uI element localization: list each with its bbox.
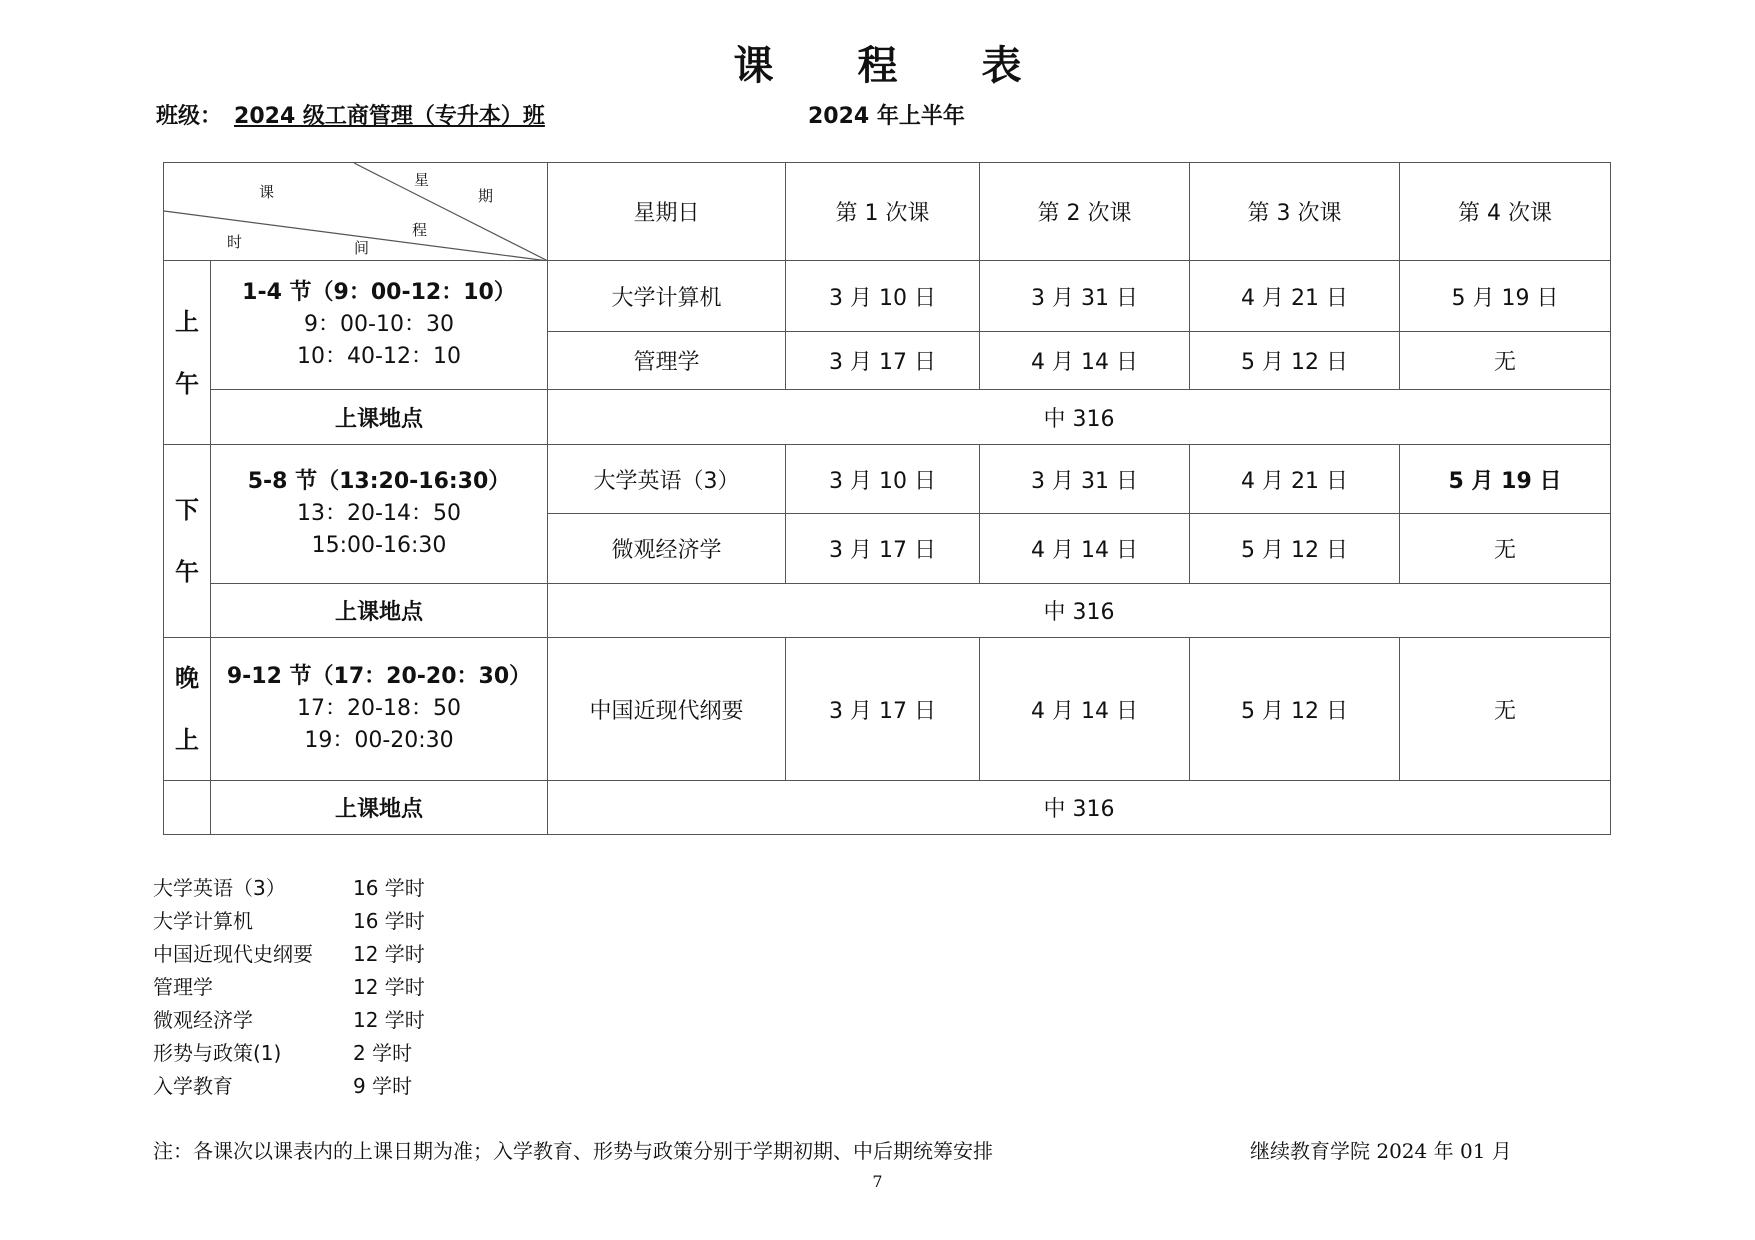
course-hours: 12 学时 xyxy=(353,975,425,999)
corner-cheng: 程 xyxy=(412,221,428,239)
location-label: 上课地点 xyxy=(211,390,548,445)
course-name: 微观经济学 xyxy=(153,1008,253,1032)
course-date: 3 月 31 日 xyxy=(980,445,1190,514)
list-item xyxy=(153,1004,425,1037)
course-name: 微观经济学 xyxy=(548,514,786,584)
course-hours: 2 学时 xyxy=(353,1041,413,1065)
course-date: 3 月 17 日 xyxy=(786,332,980,390)
course-date: 无 xyxy=(1400,332,1611,390)
list-item xyxy=(153,1037,425,1070)
list-item xyxy=(153,1070,425,1103)
time-title: 1-4 节（9：00-12：10） xyxy=(242,280,516,305)
time-line: 13：20-14：50 xyxy=(297,501,461,526)
course-date: 4 月 14 日 xyxy=(980,332,1190,390)
time-title: 5-8 节（13:20-16:30） xyxy=(247,469,511,494)
course-date: 无 xyxy=(1400,638,1611,781)
course-date: 5 月 19 日 xyxy=(1400,261,1611,332)
time-line: 9：00-10：30 xyxy=(304,312,454,337)
list-item xyxy=(153,938,425,971)
course-name: 管理学 xyxy=(153,975,213,999)
header-class-2: 第 2 次课 xyxy=(980,163,1190,261)
course-date: 4 月 14 日 xyxy=(980,514,1190,584)
corner-qi: 期 xyxy=(478,187,494,205)
list-item xyxy=(153,905,425,938)
course-name: 大学计算机 xyxy=(548,261,786,332)
period-char: 午 xyxy=(175,369,199,398)
time-line: 10：40-12：10 xyxy=(297,344,461,369)
class-value: 2024 级工商管理（专升本）班 xyxy=(234,104,545,129)
time-slot-afternoon xyxy=(211,445,548,584)
period-evening xyxy=(164,638,211,781)
course-name: 中国近现代史纲要 xyxy=(153,942,313,966)
course-hours: 16 学时 xyxy=(353,876,425,900)
course-name: 中国近现代纲要 xyxy=(548,638,786,781)
course-hours: 12 学时 xyxy=(353,1008,425,1032)
location-label: 上课地点 xyxy=(211,781,548,835)
corner-xing: 星 xyxy=(414,171,430,189)
course-date: 5 月 12 日 xyxy=(1190,332,1400,390)
corner-shi: 时 xyxy=(227,233,243,251)
course-date: 4 月 14 日 xyxy=(980,638,1190,781)
course-name: 入学教育 xyxy=(153,1074,233,1098)
header-class-4: 第 4 次课 xyxy=(1400,163,1611,261)
course-date: 5 月 12 日 xyxy=(1190,514,1400,584)
header-class-1: 第 1 次课 xyxy=(786,163,980,261)
course-date: 5 月 12 日 xyxy=(1190,638,1400,781)
header-class-3: 第 3 次课 xyxy=(1190,163,1400,261)
corner-ke: 课 xyxy=(259,183,275,201)
period-char: 下 xyxy=(175,496,199,524)
page-title: 课 程 表 xyxy=(733,42,1044,89)
schedule-table xyxy=(163,162,1611,835)
period-empty xyxy=(164,781,211,835)
course-date: 3 月 17 日 xyxy=(786,638,980,781)
location-value: 中 316 xyxy=(548,584,1611,638)
period-char: 午 xyxy=(175,558,199,586)
period-char: 上 xyxy=(175,726,199,754)
page-number: 7 xyxy=(872,1172,883,1191)
time-line: 19：00-20:30 xyxy=(304,728,454,753)
period-char: 晚 xyxy=(175,664,199,692)
credit-hours-list xyxy=(153,872,425,1103)
period-afternoon xyxy=(164,445,211,638)
course-date: 5 月 19 日 xyxy=(1400,445,1611,514)
course-name: 大学英语（3） xyxy=(548,445,786,514)
footnote: 注：各课次以课表内的上课日期为准；入学教育、形势与政策分别于学期初期、中后期统筹安排 xyxy=(153,1139,993,1163)
time-slot-evening xyxy=(211,638,548,781)
class-label: 班级： xyxy=(156,104,223,129)
list-item xyxy=(153,971,425,1004)
course-name: 形势与政策(1) xyxy=(153,1041,282,1065)
course-date: 3 月 31 日 xyxy=(980,261,1190,332)
course-name: 大学英语（3） xyxy=(153,876,286,900)
time-line: 15:00-16:30 xyxy=(311,533,447,558)
location-label: 上课地点 xyxy=(211,584,548,638)
time-line: 17：20-18：50 xyxy=(297,696,461,721)
location-value: 中 316 xyxy=(548,390,1611,445)
course-hours: 16 学时 xyxy=(353,909,425,933)
course-hours: 12 学时 xyxy=(353,942,425,966)
header-sunday: 星期日 xyxy=(548,163,786,261)
course-name: 管理学 xyxy=(548,332,786,390)
term-label: 2024 年上半年 xyxy=(808,104,965,129)
time-slot-morning xyxy=(211,261,548,390)
class-line xyxy=(156,99,545,130)
course-date: 无 xyxy=(1400,514,1611,584)
location-value: 中 316 xyxy=(548,781,1611,835)
time-title: 9-12 节（17：20-20：30） xyxy=(226,664,532,689)
course-date: 3 月 10 日 xyxy=(786,261,980,332)
list-item xyxy=(153,872,425,905)
course-date: 3 月 10 日 xyxy=(786,445,980,514)
corner-jian: 间 xyxy=(354,239,370,257)
period-char: 上 xyxy=(175,307,199,336)
course-date: 4 月 21 日 xyxy=(1190,445,1400,514)
course-date: 4 月 21 日 xyxy=(1190,261,1400,332)
header-corner xyxy=(164,163,548,261)
course-name: 大学计算机 xyxy=(153,909,253,933)
period-morning xyxy=(164,261,211,445)
course-date: 3 月 17 日 xyxy=(786,514,980,584)
course-hours: 9 学时 xyxy=(353,1074,413,1098)
department-date: 继续教育学院 2024 年 01 月 xyxy=(1250,1139,1512,1163)
